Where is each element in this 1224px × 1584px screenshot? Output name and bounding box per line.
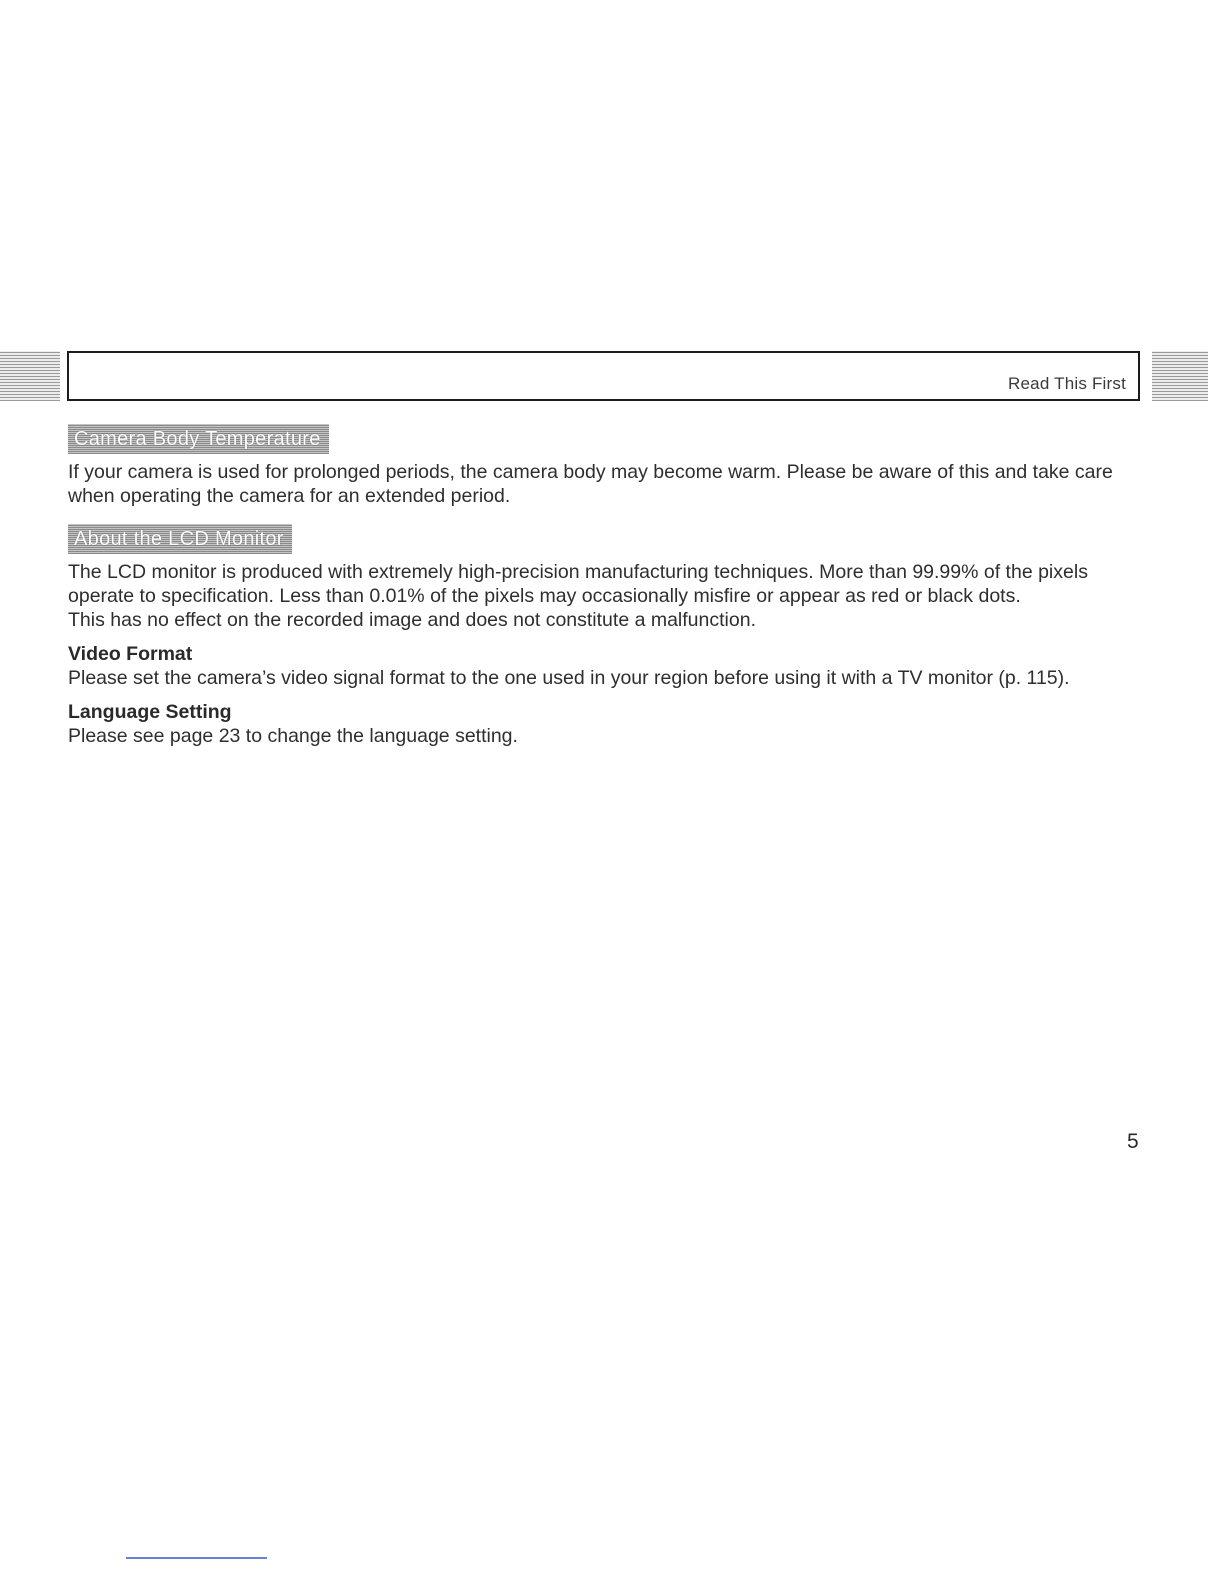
page-header [67,351,1140,401]
section-heading: About the LCD Monitor [68,524,292,554]
header-right-tab [1152,351,1208,401]
section-paragraph: The LCD monitor is produced with extremely high-precision manufacturing techniques. More than 99.99% of the pixels operate to specification. Less than 0.01% of the pixels may occasionally misfire or appear as red or black dots. [68,561,1088,607]
subsection-heading: Video Format [68,643,193,665]
header-title: Read This First [1008,374,1126,393]
section-about-lcd-monitor [68,524,1148,748]
subsection-text: Please see page 23 to change the language setting. [68,725,518,747]
section-paragraph: This has no effect on the recorded image and does not constitute a malfunction. [68,609,756,631]
subsection-text: Please set the camera’s video signal format to the one used in your region before using it with a TV monitor (p. 115). [68,667,1070,689]
section-heading: Camera Body Temperature [68,424,329,454]
section-paragraph: If your camera is used for prolonged periods, the camera body may become warm. Please be aware of this and take care when operating the camera for an extended period. [68,461,1113,507]
page-content [68,424,1148,764]
subsection-video-format [68,642,1148,690]
header-left-tab [0,351,60,401]
subsection-language-setting [68,700,1148,748]
subsection-heading: Language Setting [68,701,232,723]
section-camera-body-temperature [68,424,1148,508]
page-number: 5 [1127,1130,1139,1153]
footer-rule [126,1557,267,1559]
